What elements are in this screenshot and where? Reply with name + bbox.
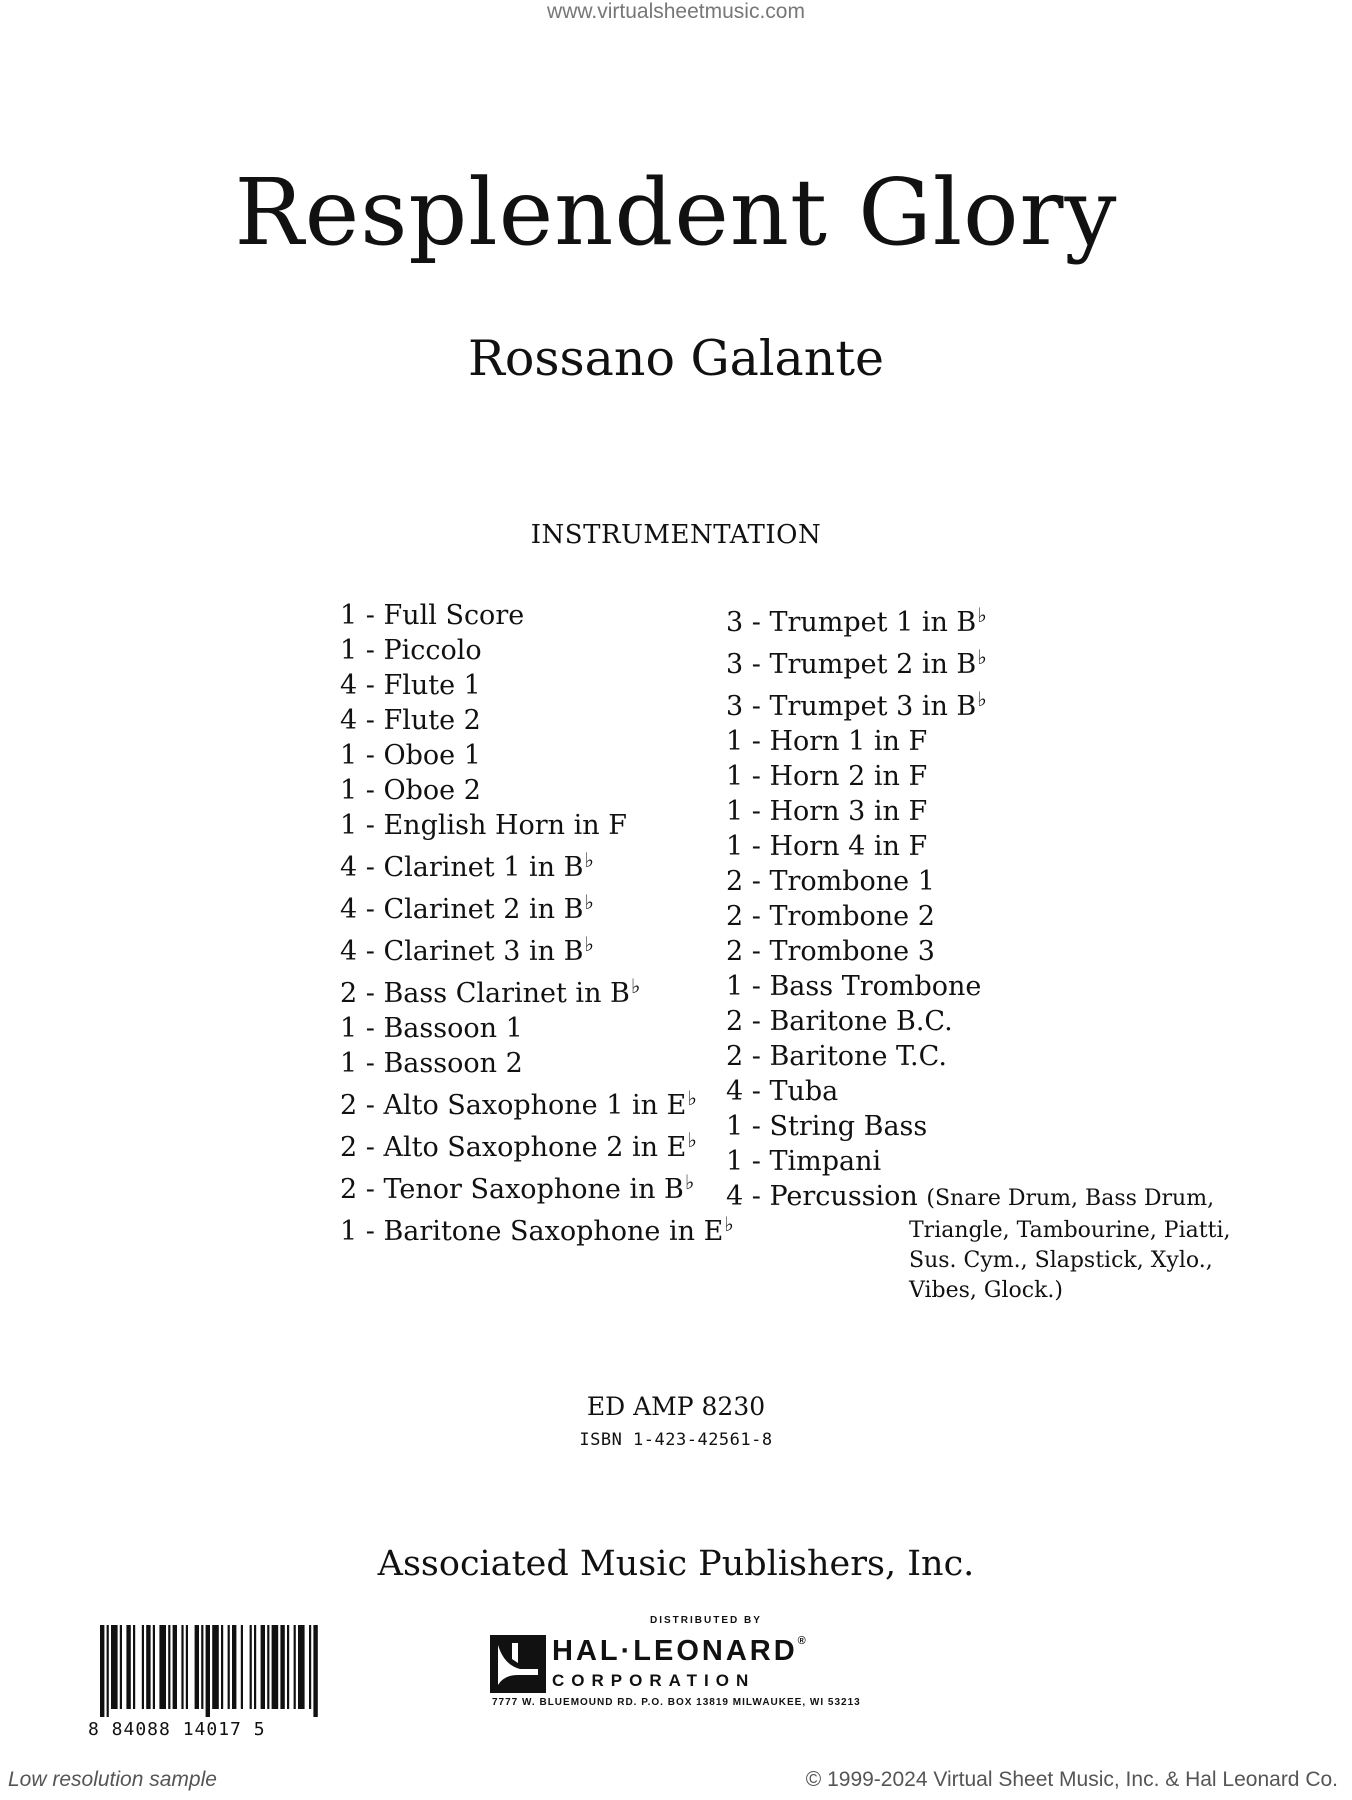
instrument-label: 4 - Clarinet 2 in B (340, 894, 584, 925)
instrument-item (340, 843, 700, 885)
instrument-label: 2 - Alto Saxophone 2 in E (340, 1132, 687, 1163)
instrument-item (726, 1074, 1246, 1109)
edition-number: ED AMP 8230 (586, 1392, 766, 1421)
instrument-label: 4 - Flute 1 (340, 670, 481, 701)
instrument-item (726, 794, 1246, 829)
instrument-item (340, 703, 700, 738)
flat-sign: ♭ (977, 603, 987, 627)
instrument-label: 2 - Baritone B.C. (726, 1006, 953, 1037)
instrument-label: 4 - Percussion (726, 1181, 927, 1212)
isbn: ISBN 1-423-42561-8 (579, 1430, 773, 1450)
percussion-detail: Triangle, Tambourine, Piatti, (909, 1218, 1231, 1243)
instrument-label: 3 - Trumpet 2 in B (726, 649, 977, 680)
instrument-label: 2 - Trombone 1 (726, 866, 935, 897)
instrument-label: 3 - Trumpet 3 in B (726, 691, 977, 722)
instrument-item (726, 1109, 1246, 1144)
instrument-label: 1 - Timpani (726, 1146, 882, 1177)
instrument-label: 2 - Trombone 2 (726, 901, 935, 932)
instrument-label: 3 - Trumpet 1 in B (726, 607, 977, 638)
instrument-item (340, 1165, 700, 1207)
instrument-item (340, 1123, 700, 1165)
composer-name: Rossano Galante (467, 330, 885, 387)
instrument-item (726, 724, 1246, 759)
percussion-detail: Sus. Cym., Slapstick, Xylo., (909, 1248, 1213, 1273)
flat-sign: ♭ (630, 974, 641, 998)
instrument-item (340, 1207, 734, 1249)
instrument-item (726, 759, 1246, 794)
instrument-item (340, 1046, 700, 1081)
instrument-item (726, 682, 1246, 724)
instrument-label: 2 - Baritone T.C. (726, 1041, 947, 1072)
flat-sign: ♭ (687, 1128, 697, 1152)
instrument-item (726, 969, 1246, 1004)
flat-sign: ♭ (977, 645, 987, 669)
instrument-item (726, 934, 1246, 969)
flat-sign: ♭ (584, 932, 594, 956)
barcode-digits: 8 84088 14017 5 (88, 1719, 266, 1740)
low-resolution-note: Low resolution sample (8, 1768, 217, 1791)
instrumentation-right-column (726, 598, 1246, 1306)
copyright-notice: © 1999-2024 Virtual Sheet Music, Inc. & Hal Leonard Co. (805, 1768, 1338, 1791)
instrument-item (340, 668, 700, 703)
instrument-label: 1 - Oboe 1 (340, 740, 481, 771)
flat-sign: ♭ (724, 1212, 734, 1236)
instrument-label: 4 - Clarinet 1 in B (340, 852, 584, 883)
instrument-label: 1 - Oboe 2 (340, 775, 481, 806)
instrument-item (340, 927, 700, 969)
instrument-item (726, 1004, 1246, 1039)
instrument-label: 1 - Horn 2 in F (726, 761, 928, 792)
flat-sign: ♭ (977, 687, 987, 711)
instrument-item (340, 969, 700, 1011)
flat-sign: ♭ (684, 1170, 695, 1194)
instrument-item (726, 598, 1246, 640)
instrument-item (726, 864, 1246, 899)
instrument-label: 1 - Bassoon 2 (340, 1048, 523, 1079)
instrument-item (340, 738, 700, 773)
instrument-label: 2 - Bass Clarinet in B (340, 978, 630, 1009)
instrument-label: 1 - String Bass (726, 1111, 928, 1142)
distributor-name: HAL·LEONARD® (552, 1635, 809, 1667)
flat-sign: ♭ (584, 890, 594, 914)
instrument-item (726, 1144, 1246, 1179)
instrument-item (726, 899, 1246, 934)
flat-sign: ♭ (687, 1086, 697, 1110)
instrument-label: 1 - Horn 1 in F (726, 726, 928, 757)
instrument-label: 1 - Horn 4 in F (726, 831, 928, 862)
percussion-detail: Vibes, Glock.) (909, 1278, 1063, 1303)
instrument-label: 1 - Piccolo (340, 635, 482, 666)
instrument-item (726, 829, 1246, 864)
instrument-label: 4 - Tuba (726, 1076, 839, 1107)
instrument-item (726, 1039, 1246, 1074)
percussion-item (726, 1179, 1246, 1216)
instrument-label: 4 - Clarinet 3 in B (340, 936, 584, 967)
barcode-bars (100, 1625, 320, 1717)
instrument-item (340, 885, 700, 927)
instrument-label: 2 - Trombone 3 (726, 936, 935, 967)
instrument-item (340, 1081, 700, 1123)
distributor-logo (490, 1615, 890, 1715)
instrument-label: 2 - Alto Saxophone 1 in E (340, 1090, 687, 1121)
instrumentation-left-column (340, 598, 734, 1249)
instrument-item (340, 598, 700, 633)
instrument-item (726, 640, 1246, 682)
instrument-item (340, 808, 700, 843)
distributor-address: 7777 W. BLUEMOUND RD. P.O. BOX 13819 MILWAUKEE, WI 53213 (492, 1697, 861, 1708)
instrument-item (340, 633, 700, 668)
page-title: Resplendent Glory (234, 159, 1118, 266)
instrument-label: 2 - Tenor Saxophone in B (340, 1174, 684, 1205)
site-url[interactable]: www.virtualsheetmusic.com (547, 0, 805, 23)
instrument-label: 1 - Bass Trombone (726, 971, 982, 1002)
publisher-name: Associated Music Publishers, Inc. (377, 1544, 975, 1584)
distributed-by-label: DISTRIBUTED BY (650, 1615, 762, 1626)
instrumentation-heading: INSTRUMENTATION (530, 520, 822, 550)
distributor-corporation: CORPORATION (552, 1671, 756, 1690)
instrument-item (340, 1011, 700, 1046)
instrument-label: 1 - Bassoon 1 (340, 1013, 523, 1044)
hal-leonard-logo-icon (490, 1635, 546, 1693)
instrument-label: 1 - Baritone Saxophone in E (340, 1216, 724, 1247)
instrument-item (340, 773, 700, 808)
instrument-label: 1 - English Horn in F (340, 810, 627, 841)
percussion-detail: (Snare Drum, Bass Drum, (926, 1186, 1215, 1211)
instrument-label: 1 - Horn 3 in F (726, 796, 928, 827)
instrument-label: 1 - Full Score (340, 600, 525, 631)
flat-sign: ♭ (584, 848, 594, 872)
instrument-label: 4 - Flute 2 (340, 705, 481, 736)
barcode (88, 1625, 320, 1745)
